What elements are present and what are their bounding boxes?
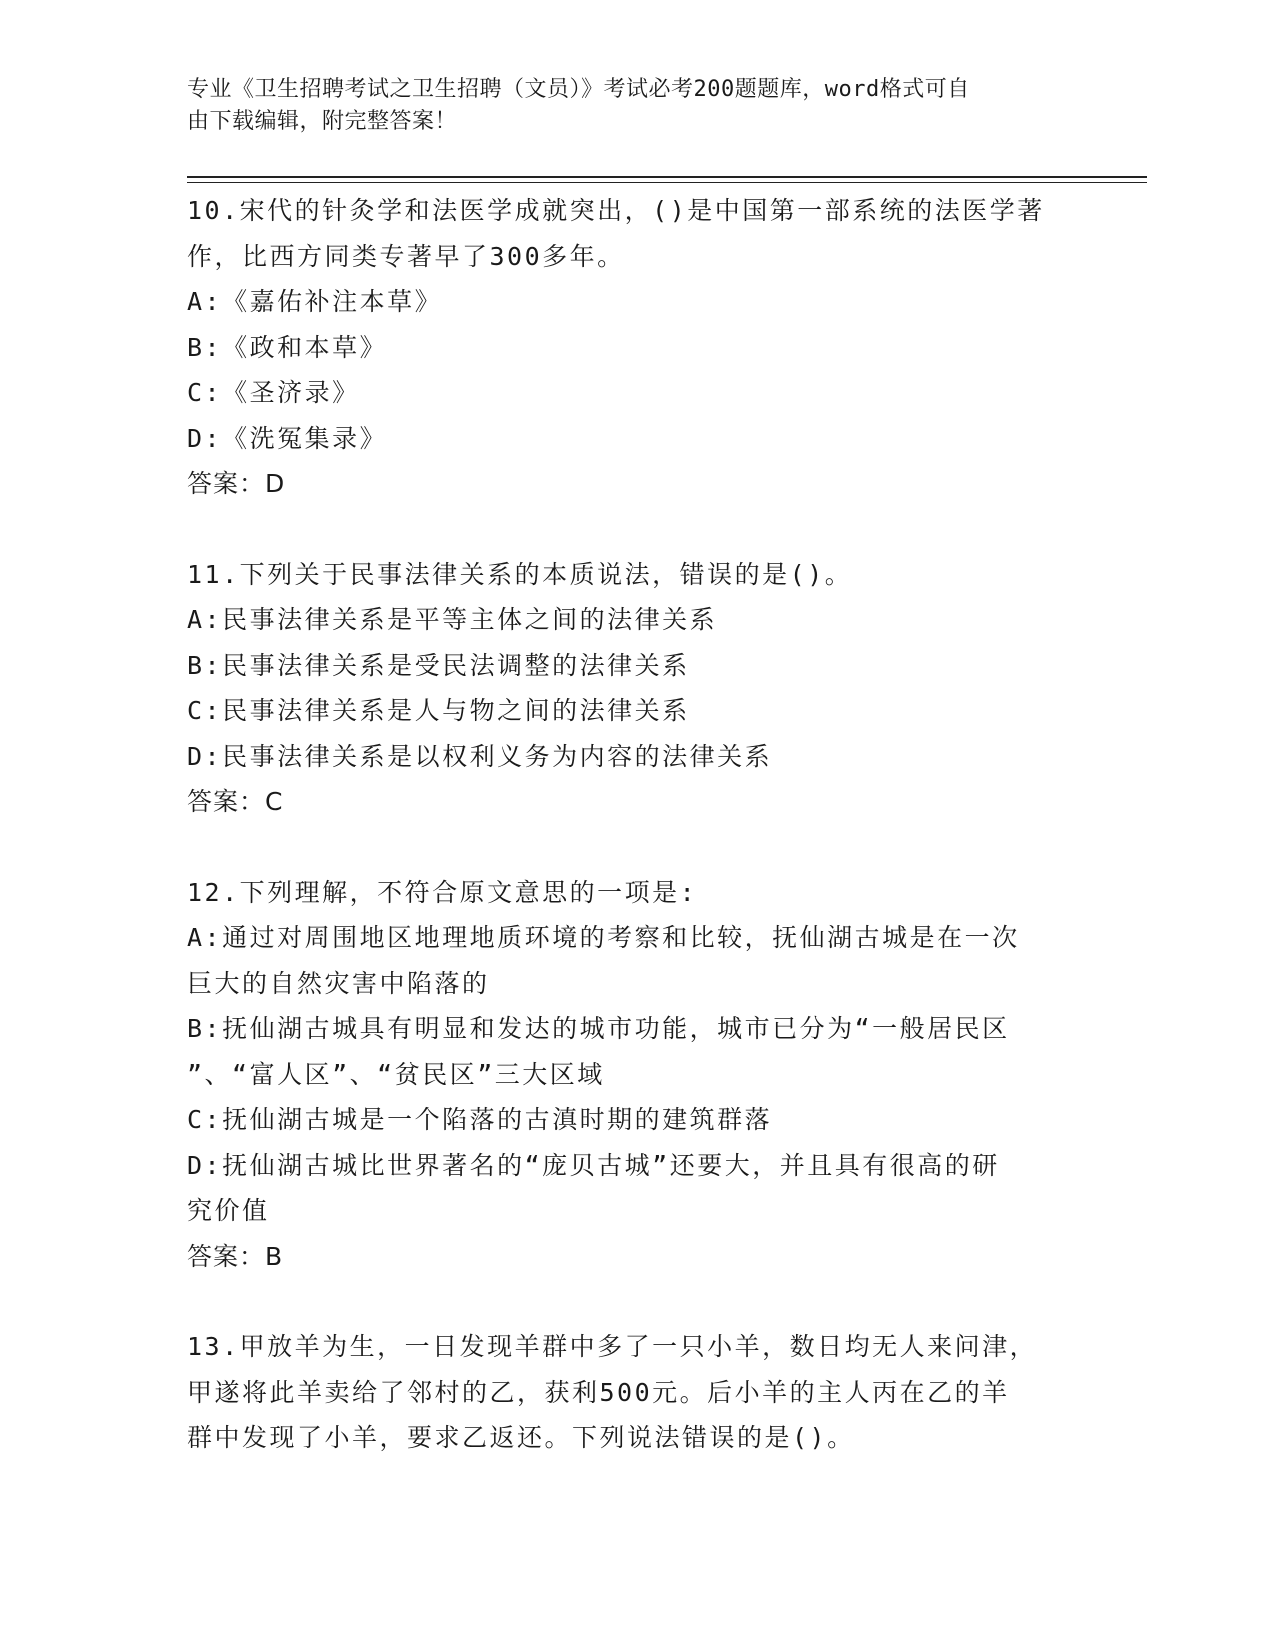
option-d: D:《洗冤集录》 (187, 423, 388, 453)
question-stem: 作，比西方同类专著早了300多年。 (187, 241, 625, 271)
option-c: C:民事法律关系是人与物之间的法律关系 (187, 696, 690, 725)
option-a: A:通过对周围地区地理地质环境的考察和比较，抚仙湖古城是在一次 (187, 923, 1020, 952)
question-stem: 群中发现了小羊，要求乙返还。下列说法错误的是()。 (187, 1423, 855, 1452)
question-spacer (187, 507, 1067, 552)
option-a-continued: 巨大的自然灾害中陷落的 (187, 968, 490, 998)
answer: 答案：B (187, 1241, 284, 1271)
question-13 (187, 1324, 1067, 1461)
question-stem: 10.宋代的针灸学和法医学成就突出，()是中国第一部系统的法医学著 (187, 196, 1045, 225)
option-b-continued: ”、“富人区”、“贫民区”三大区域 (187, 1059, 605, 1089)
header-divider-thick (187, 176, 1147, 178)
option-c: C:《圣济录》 (187, 378, 360, 407)
option-c: C:抚仙湖古城是一个陷落的古滇时期的建筑群落 (187, 1105, 773, 1134)
answer: 答案：C (187, 787, 284, 816)
question-11 (187, 552, 1067, 825)
question-12 (187, 870, 1067, 1280)
header-line-2: 由下载编辑，附完整答案！ (187, 109, 458, 134)
answer: 答案：D (187, 469, 286, 498)
option-b: B:《政和本草》 (187, 332, 388, 362)
option-b: B:民事法律关系是受民法调整的法律关系 (187, 650, 690, 680)
option-d: D:民事法律关系是以权利义务为内容的法律关系 (187, 741, 773, 771)
question-stem: 甲遂将此羊卖给了邻村的乙，获利500元。后小羊的主人丙在乙的羊 (187, 1377, 1010, 1407)
option-a: A:《嘉佑补注本草》 (187, 287, 443, 316)
question-stem: 11.下列关于民事法律关系的本质说法，错误的是()。 (187, 559, 853, 589)
option-a: A:民事法律关系是平等主体之间的法律关系 (187, 605, 718, 634)
question-spacer (187, 1279, 1067, 1324)
option-d: D:抚仙湖古城比世界著名的“庞贝古城”还要大，并且具有很高的研 (187, 1150, 1000, 1180)
option-b: B:抚仙湖古城具有明显和发达的城市功能，城市已分为“一般居民区 (187, 1014, 1010, 1043)
question-list (187, 188, 1067, 1461)
question-10 (187, 188, 1067, 507)
question-stem: 12.下列理解，不符合原文意思的一项是: (187, 877, 698, 907)
option-d-continued: 究价值 (187, 1196, 270, 1225)
header-line-1: 专业《卫生招聘考试之卫生招聘（文员）》考试必考200题题库，word格式可自 (187, 77, 970, 102)
question-spacer (187, 825, 1067, 870)
header-divider-thin (187, 182, 1147, 183)
question-stem: 13.甲放羊为生，一日发现羊群中多了一只小羊，数日均无人来问津， (187, 1332, 1038, 1361)
document-header (187, 74, 1067, 138)
